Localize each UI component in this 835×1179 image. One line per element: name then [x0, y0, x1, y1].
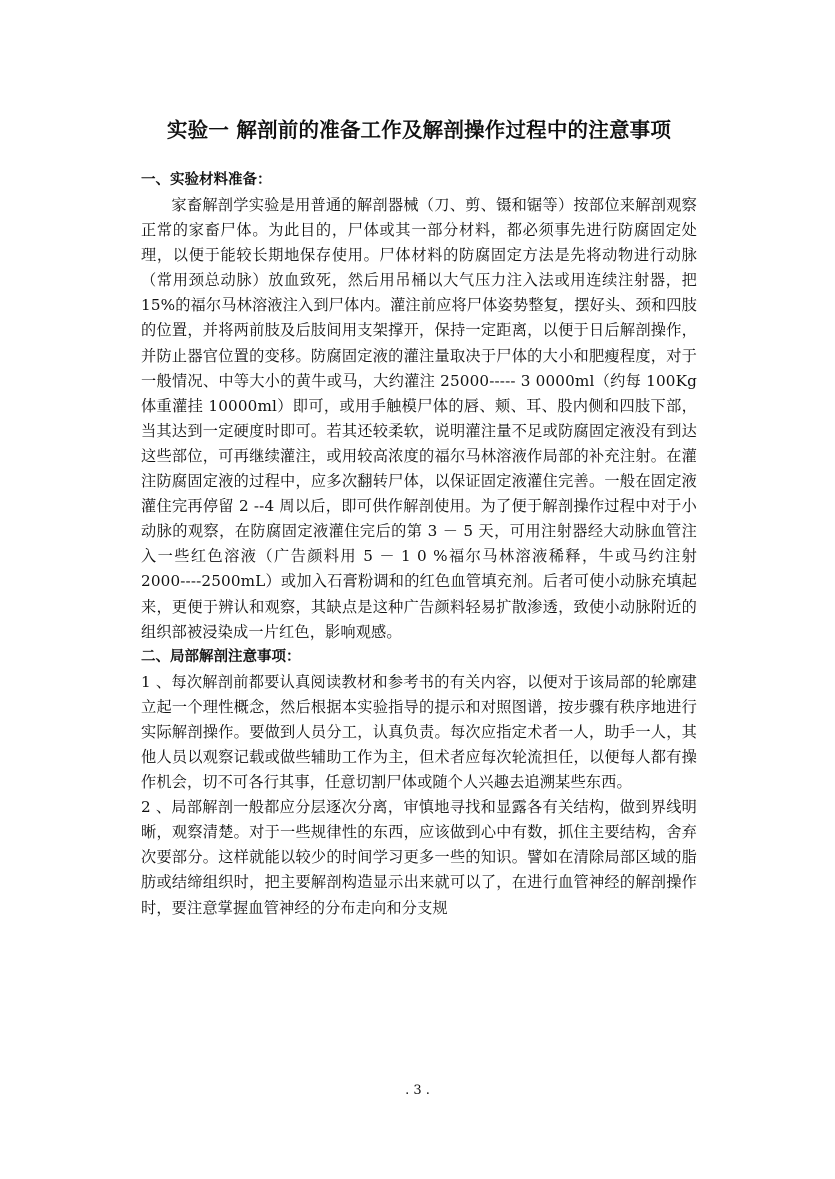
document-page: [141, 108, 697, 921]
numbered-paragraph: 2 、局部解剖一般都应分层逐次分离，审慎地寻找和显露各有关结构，做到界线明晰，观察清楚。对于一些规律性的东西，应该做到心中有数，抓住主要结构，舍弃次要部分。这样就能以较少的时间学习更多一些的知识。譬如在清除局部区域的脂肪或结缔组织时，把主要解剖构造显示出来就可以了，在进行血管神经的解剖操作时，要注意掌握血管神经的分布走向和分支规: [141, 798, 697, 917]
section-heading: 二、局部解剖注意事项：: [141, 648, 301, 665]
numbered-paragraph: 1 、每次解剖前都要认真阅读教材和参考书的有关内容，以便对于该局部的轮廓建立起一个理性概念，然后根据本实验指导的提示和对照图谱，按步骤有秩序地进行实际解剖操作。要做到人员分工，认真负责。每次应指定术者一人，助手一人，其他人员以观察记载或做些辅助工作为主，但术者应每次轮流担任，以便每人都有操作机会，切不可各行其事，任意切割尸体或随个人兴趣去追溯某些东西。: [141, 672, 697, 792]
section-material-preparation: [141, 168, 697, 645]
page-title: 实验一 解剖前的准备工作及解剖操作过程中的注意事项: [166, 118, 672, 142]
body-paragraph: 家畜解剖学实验是用普通的解剖器械（刀、剪、镊和锯等）按部位来解剖观察正常的家畜尸体。为此目的，尸体或其一部分材料，都必须事先进行防腐固定处理，以便于能较长期地保存使用。尸体材料的防腐固定方法是先将动物进行动脉（常用颈总动脉）放血致死，然后用吊桶以大气压力注入法或用连续注射器，把 15%的福尔马林溶液注入到尸体内。灌注前应将尸体姿势整复，摆好头、颈和四肢的位置，并将两前肢及后肢间用支架撑开，保持一定距离，以便于日后解剖操作，并防止器官位置的变移。防腐固定液的灌注量取决于尸体的大小和肥瘦程度，对于一般情况、中等大小的黄牛或马，大约灌注 25000----- 3 0000ml（约每 100Kg 体重灌挂 10000ml）即可，或用手触模尸体的唇、颊、耳、股内侧和四肢下部，当其达到一定硬度时即可。若其还较柔软，说明灌注量不足或防腐固定液没有到达这些部位，可再继续灌注，或用较高浓度的福尔马林溶液作局部的补充注射。在灌注防腐固定液的过程中，应多次翻转尸体，以保证固定液灌住完善。一般在固定液灌住完再停留 2 --4 周以后，即可供作解剖使用。为了便于解剖操作过程中对于小动脉的观察，在防腐固定液灌住完后的第 3 － 5 天，可用注射器经大动脉血管注入一些红色溶液（广告颜料用 5 － 1 0 %福尔马林溶液稀释，牛或马约注射 2000----2500mL）或加入石膏粉调和的红色血管填充剂。后者可使小动脉充填起来，更便于辨认和观察，其缺点是这种广告颜料轻易扩散渗透，致使小动脉附近的组织部被浸染成一片红色，影响观感。: [141, 196, 697, 641]
page-number: . 3 .: [405, 1083, 430, 1098]
section-heading: 一、实验材料准备：: [141, 172, 272, 188]
section-local-dissection-notes: [141, 645, 697, 921]
